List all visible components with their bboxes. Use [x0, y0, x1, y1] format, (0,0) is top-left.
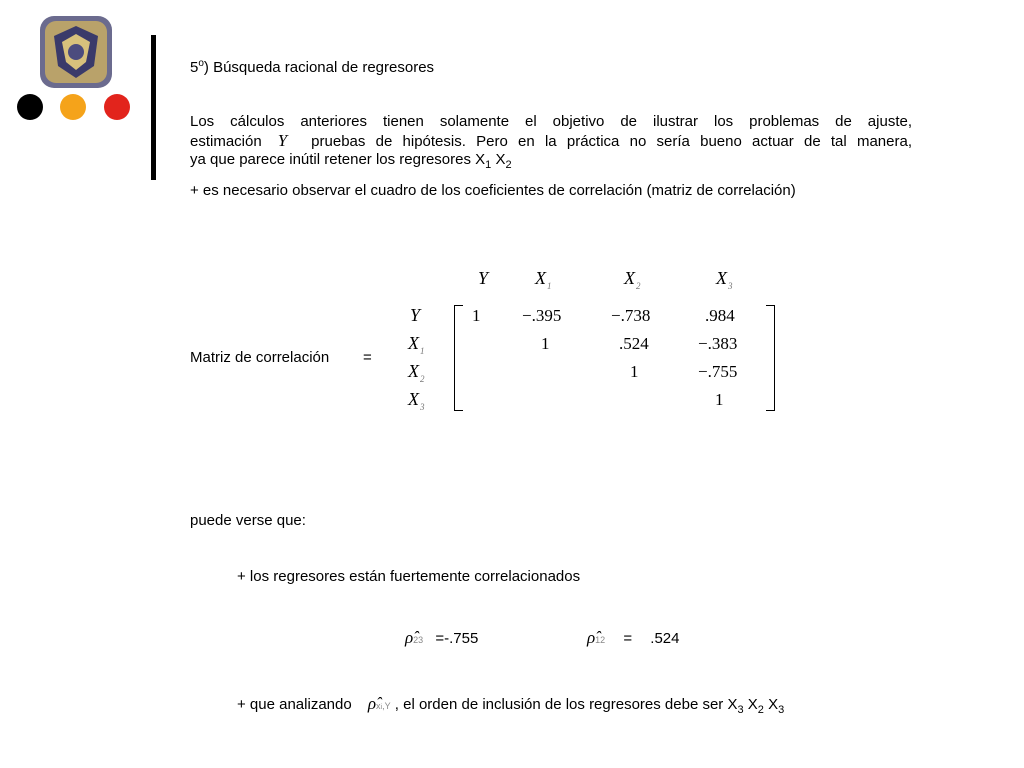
orange-dot-decoration	[60, 94, 86, 120]
rho-23-expression	[405, 629, 478, 649]
matrix-cell: .524	[619, 334, 649, 353]
matrix-cell: −.755	[698, 362, 738, 381]
paragraph-text: X	[491, 151, 506, 168]
rho-subscript: 12	[595, 635, 606, 645]
rho-23-value: =-.755	[435, 630, 479, 647]
rho-12-equals: =	[623, 630, 633, 647]
matrix-cell: −.738	[611, 306, 651, 325]
conclusion-intro: puede verse que:	[190, 512, 306, 529]
rho-hat-symbol: ρ̂	[367, 694, 377, 713]
subscript: 2	[505, 159, 512, 171]
matrix-col-header-y: Y	[478, 268, 489, 288]
rho-12-expression	[587, 629, 680, 649]
matrix-cell: 1	[630, 362, 639, 381]
matrix-col-header-x1: $X_1$	[535, 268, 552, 291]
matrix-right-bracket	[766, 305, 775, 411]
matrix-row-header-x3: $X_3$	[408, 389, 425, 412]
subscript: 3	[737, 704, 744, 716]
paragraph-line-3	[190, 151, 512, 174]
rho-12-value: .524	[650, 630, 680, 647]
university-seal-logo	[38, 14, 114, 90]
section-title	[190, 55, 434, 77]
paragraph-text: ya que parece inútil retener los regresores X	[190, 151, 486, 168]
paragraph-text: pruebas de hipótesis. Pero en la práctica no sería bueno actuar de tal manera,	[311, 133, 912, 150]
rho-hat-symbol: ρ̂	[405, 628, 414, 647]
paragraph-text: + que analizando	[237, 696, 352, 713]
matrix-label: Matriz de correlación	[190, 349, 330, 366]
matrix-cell: .984	[705, 306, 735, 325]
matrix-cell: −.395	[522, 306, 562, 325]
black-dot-decoration	[17, 94, 43, 120]
y-symbol: Y	[277, 131, 288, 150]
matrix-row-header-x1: $X_1$	[408, 333, 425, 356]
rho-hat-symbol: ρ̂	[587, 628, 596, 647]
paragraph-text: estimación	[190, 133, 262, 150]
matrix-col-header-x3: $X_3$	[716, 268, 733, 291]
rho-subscript: xi,Y	[376, 701, 391, 711]
matrix-cell: −.383	[698, 334, 738, 353]
matrix-row-header-y: Y	[410, 305, 421, 325]
subscript: 1	[485, 159, 492, 171]
matrix-cell: 1	[472, 306, 481, 325]
paragraph-line-2	[190, 132, 912, 151]
matrix-cell: 1	[541, 334, 550, 353]
conclusion-point-2: + que analizando ρ̂xi,Y , el orden de inclusión de los regresores debe ser $X_3$ $X_2$ $X_3$	[237, 694, 785, 716]
subscript: 3	[778, 704, 785, 716]
paragraph-line-1: Los cálculos anteriores tienen solamente el objetivo de ilustrar los problemas de ajuste,	[190, 113, 912, 130]
vertical-divider	[151, 35, 156, 180]
conclusion-point-1: + los regresores están fuertemente correlacionados	[237, 568, 581, 585]
red-dot-decoration	[104, 94, 130, 120]
matrix-cell: 1	[715, 390, 724, 409]
matrix-left-bracket	[454, 305, 463, 411]
subscript: 2	[757, 704, 764, 716]
matrix-equals-sign: =	[363, 349, 372, 366]
rho-subscript: 23	[413, 635, 424, 645]
title-ordinal: o	[198, 58, 204, 69]
paragraph-text: , el orden de inclusión de los regresores debe ser X	[390, 696, 738, 713]
paragraph-line-4: + es necesario observar el cuadro de los coeficientes de correlación (matriz de correlación)	[190, 182, 796, 199]
title-number: 5	[190, 59, 199, 76]
title-text: ) Búsqueda racional de regresores	[203, 59, 435, 76]
matrix-row-header-x2: $X_2$	[408, 361, 425, 384]
matrix-col-header-x2: $X_2$	[624, 268, 641, 291]
